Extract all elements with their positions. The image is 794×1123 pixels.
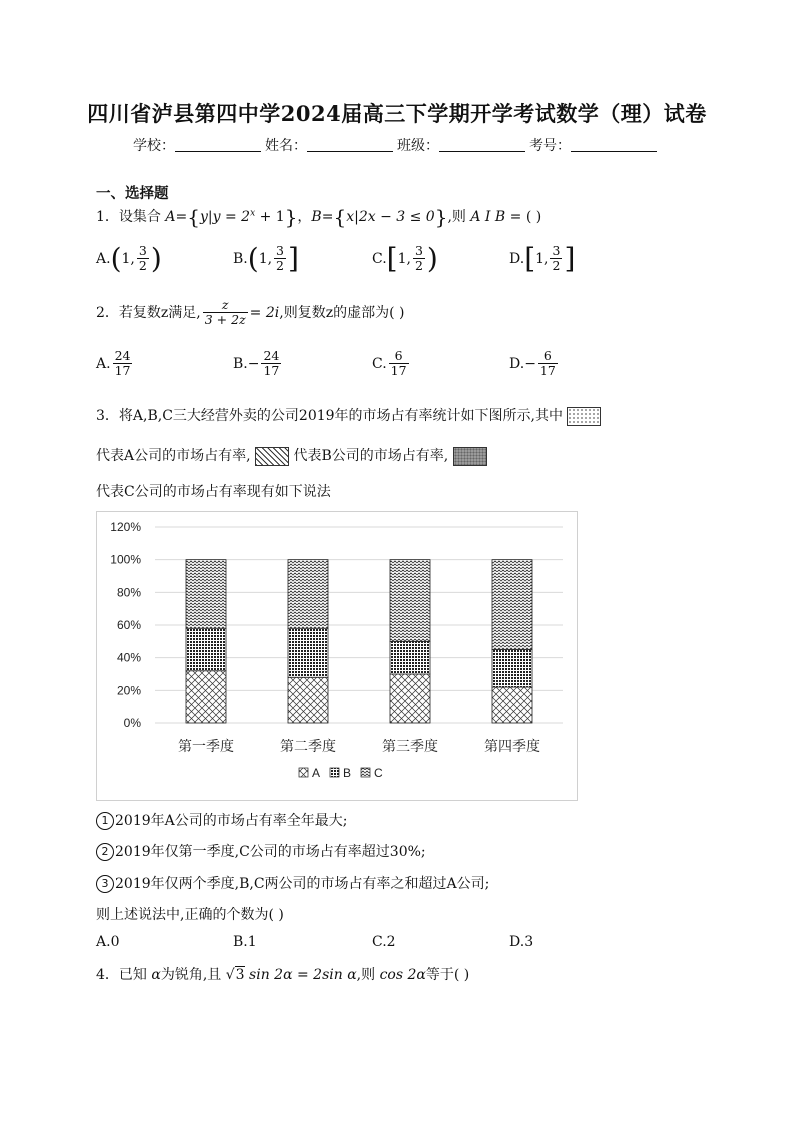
legend-swatch-a (299, 768, 308, 777)
circle-3-icon: 3 (96, 875, 114, 893)
fraction (137, 244, 149, 274)
bar-segment-b (288, 628, 328, 677)
school-blank[interactable] (175, 138, 261, 152)
brace-close-icon: } (434, 205, 448, 229)
fraction (113, 349, 133, 379)
y-tick-label: 120% (110, 520, 141, 534)
q1-sep: ， (297, 209, 312, 225)
question-1-stem (96, 205, 541, 229)
x-axis-ticks (178, 738, 540, 755)
q1-option-b[interactable] (233, 241, 299, 275)
q1-op: A I B (470, 209, 506, 225)
bracket-right: ) (426, 241, 438, 275)
x-tick-label: 第二季度 (280, 739, 336, 755)
option-sign: − (247, 355, 260, 372)
option-label: B. (233, 934, 248, 950)
y-axis-ticks (110, 520, 141, 730)
market-share-chart (96, 511, 578, 801)
bar-segment-a (390, 674, 430, 723)
q1-set-b-cond: 2x − 3 ≤ 0 (358, 209, 435, 225)
option-label: A. (96, 250, 111, 267)
option-label: D. (509, 934, 525, 950)
fraction (413, 244, 425, 274)
bar-segment-c (390, 560, 430, 642)
q3-option-c[interactable] (372, 934, 396, 950)
option-body: 1, (535, 250, 549, 267)
frac-den: 2 (138, 258, 147, 274)
q3-number: 3． (96, 408, 119, 424)
fraction (389, 349, 409, 379)
frac-den: 17 (114, 363, 131, 379)
q4-sqrt: 3 (235, 967, 245, 983)
q2-number: 2． (96, 304, 119, 321)
q1-number: 1． (96, 209, 119, 225)
bar-segment-c (492, 560, 532, 650)
legend-label: B (343, 766, 352, 780)
frac-num: 24 (263, 348, 280, 363)
statement-text: 2019年仅两个季度,B,C两公司的市场占有率之和超过A公司; (115, 876, 490, 892)
q2-prefix: 若复数z满足, (118, 304, 201, 321)
chart-legend (299, 766, 383, 780)
school-label: 学校： (133, 138, 175, 154)
option-label: D. (509, 355, 525, 372)
frac-num: 6 (394, 348, 403, 363)
option-body: 1, (121, 250, 135, 267)
bar-segment-c (288, 560, 328, 629)
question-4-stem (96, 964, 469, 984)
option-body: 1, (258, 250, 273, 267)
q1-set-a-name: A (165, 209, 176, 225)
class-label: 班级： (397, 138, 439, 154)
exam-title: 四川省泸县第四中学2024届高三下学期开学考试数学（理）试卷 (87, 101, 707, 126)
q1-suffix: ,则 (447, 209, 466, 225)
q3-line1: 将A,B,C三大经营外卖的公司2019年的市场占有率统计如下图所示,其中 (118, 408, 564, 424)
frac-num: z (221, 297, 229, 312)
q1-set-a-cond: y = 2 (212, 209, 251, 225)
bracket-left: [ (386, 241, 398, 275)
legend-label: C (374, 766, 383, 780)
q4-number: 4． (96, 967, 119, 983)
bracket-right: ] (288, 241, 299, 275)
q4-target: cos 2α (379, 967, 426, 983)
bracket-left: ( (110, 241, 122, 275)
frac-den: 17 (539, 363, 556, 379)
y-tick-label: 40% (116, 650, 141, 665)
legend-label: A (312, 766, 321, 780)
name-label: 姓名： (265, 138, 307, 154)
q2-option-c[interactable] (372, 349, 411, 379)
option-label: C. (372, 355, 387, 372)
fraction (274, 244, 286, 274)
name-blank[interactable] (307, 138, 393, 152)
q1-set-a-var: y (199, 209, 208, 225)
option-label: A. (96, 355, 111, 372)
q1-ask: = ( ) (509, 209, 542, 225)
legend-swatch-b (330, 768, 339, 777)
circle-1-icon: 1 (96, 812, 114, 830)
bar-segment-b (390, 641, 430, 674)
option-label: C. (372, 250, 387, 267)
exam-no-blank[interactable] (571, 138, 657, 152)
question-3-line2 (96, 445, 487, 466)
q1-bar-b: | (354, 209, 359, 225)
q4-mid: 为锐角,且 (160, 967, 222, 983)
q1-bar: | (207, 209, 213, 225)
brace-open-icon: { (187, 205, 200, 229)
q4-mid2: ,则 (356, 967, 376, 983)
sqrt-icon: √ (225, 967, 235, 983)
q1-set-b-name: B (311, 209, 322, 225)
y-tick-label: 60% (116, 618, 141, 632)
chart-bars (186, 560, 532, 723)
option-value: 3 (524, 934, 534, 950)
brace-close-icon: } (284, 205, 298, 229)
q1-option-d[interactable] (509, 241, 576, 275)
x-tick-label: 第三季度 (382, 739, 438, 755)
y-tick-label: 20% (116, 683, 141, 698)
bar-segment-a (186, 671, 226, 723)
frac-num: 3 (138, 243, 147, 258)
frac-den: 17 (390, 363, 407, 379)
statement-text: 2019年仅第一季度,C公司的市场占有率超过30%; (115, 844, 426, 860)
q1-eq: = (175, 209, 188, 225)
statement-2 (96, 841, 426, 861)
q3-option-a[interactable] (96, 934, 119, 950)
info-line (0, 135, 794, 155)
pattern-b-swatch-icon (255, 447, 289, 466)
q2-option-b[interactable] (233, 349, 283, 379)
q2-option-a[interactable] (96, 349, 134, 379)
frac-den: 3 + 2z (204, 312, 246, 328)
class-blank[interactable] (439, 138, 525, 152)
brace-open-icon: { (333, 205, 347, 229)
q4-suffix: 等于( ) (425, 967, 470, 983)
q1-set-a-tail: + 1 (255, 209, 285, 225)
frac-den: 17 (263, 363, 280, 379)
option-label: B. (233, 250, 248, 267)
frac-num: 24 (114, 348, 131, 363)
fraction (550, 244, 562, 274)
option-label: B. (233, 355, 248, 372)
statement-text: 2019年A公司的市场占有率全年最大; (115, 813, 348, 829)
q1-eq-b: = (321, 209, 334, 225)
bracket-right: ) (150, 241, 162, 275)
bracket-right: ] (564, 241, 576, 275)
q2-fraction (203, 298, 248, 328)
q1-set-a-exp: x (250, 208, 256, 219)
option-sign: − (524, 355, 536, 372)
q3-option-d[interactable] (509, 934, 533, 950)
pattern-c-swatch-icon (453, 447, 487, 466)
bar-segment-b (492, 650, 532, 688)
bar-segment-c (186, 560, 226, 629)
q2-option-d[interactable] (509, 349, 560, 379)
frac-num: 6 (543, 348, 552, 363)
bar-segment-a (492, 687, 532, 723)
bar-segment-b (186, 628, 226, 670)
q3-ask: 则上述说法中,正确的个数为( ) (96, 907, 284, 923)
q1-set-b-var: x (346, 209, 355, 225)
option-label: A. (96, 934, 111, 950)
option-label: D. (509, 250, 525, 267)
x-tick-label: 第一季度 (178, 739, 234, 755)
q3-option-b[interactable] (233, 934, 257, 950)
y-tick-label: 100% (110, 552, 141, 567)
section-heading: 一、选择题 (96, 185, 169, 202)
statement-1 (96, 810, 347, 830)
question-2-stem (96, 298, 404, 328)
frac-den: 2 (552, 258, 561, 274)
x-tick-label: 第四季度 (484, 739, 540, 755)
y-tick-label: 80% (116, 585, 141, 600)
q4-alpha: α (151, 967, 161, 983)
question-3-line1 (96, 405, 601, 426)
fraction (538, 349, 558, 379)
exam-no-label: 考号： (529, 138, 571, 154)
bar-segment-a (288, 677, 328, 723)
q3-line2b: 代表B公司的市场占有率, (293, 448, 449, 464)
option-value: 1 (247, 934, 257, 950)
q3-line2a: 代表A公司的市场占有率, (96, 448, 251, 464)
bracket-left: [ (524, 241, 536, 275)
chart-svg (97, 512, 577, 800)
fraction (261, 349, 281, 379)
q1-option-a[interactable] (96, 241, 162, 275)
question-3-line3: 代表C公司的市场占有率现有如下说法 (96, 484, 331, 500)
q1-prefix: 设集合 (118, 209, 161, 225)
option-value: 2 (386, 934, 396, 950)
statement-3 (96, 873, 489, 893)
q2-eq: = 2i (249, 304, 280, 321)
frac-num: 3 (414, 243, 423, 258)
q2-suffix: ,则复数z的虚部为( ) (279, 304, 405, 321)
legend-swatch-c (361, 768, 370, 777)
frac-num: 3 (276, 243, 284, 258)
option-label: C. (372, 934, 387, 950)
option-body: 1, (397, 250, 411, 267)
frac-den: 2 (414, 258, 423, 274)
q1-option-c[interactable] (372, 241, 438, 275)
bracket-left: ( (247, 241, 259, 275)
q4-expr: sin 2α = 2sin α (249, 967, 357, 983)
option-value: 0 (110, 934, 120, 950)
frac-den: 2 (276, 258, 284, 274)
pattern-a-swatch-icon (567, 407, 601, 426)
y-tick-label: 0% (123, 716, 141, 730)
q4-prefix: 已知 (118, 967, 147, 983)
circle-2-icon: 2 (96, 843, 114, 861)
frac-num: 3 (552, 243, 561, 258)
